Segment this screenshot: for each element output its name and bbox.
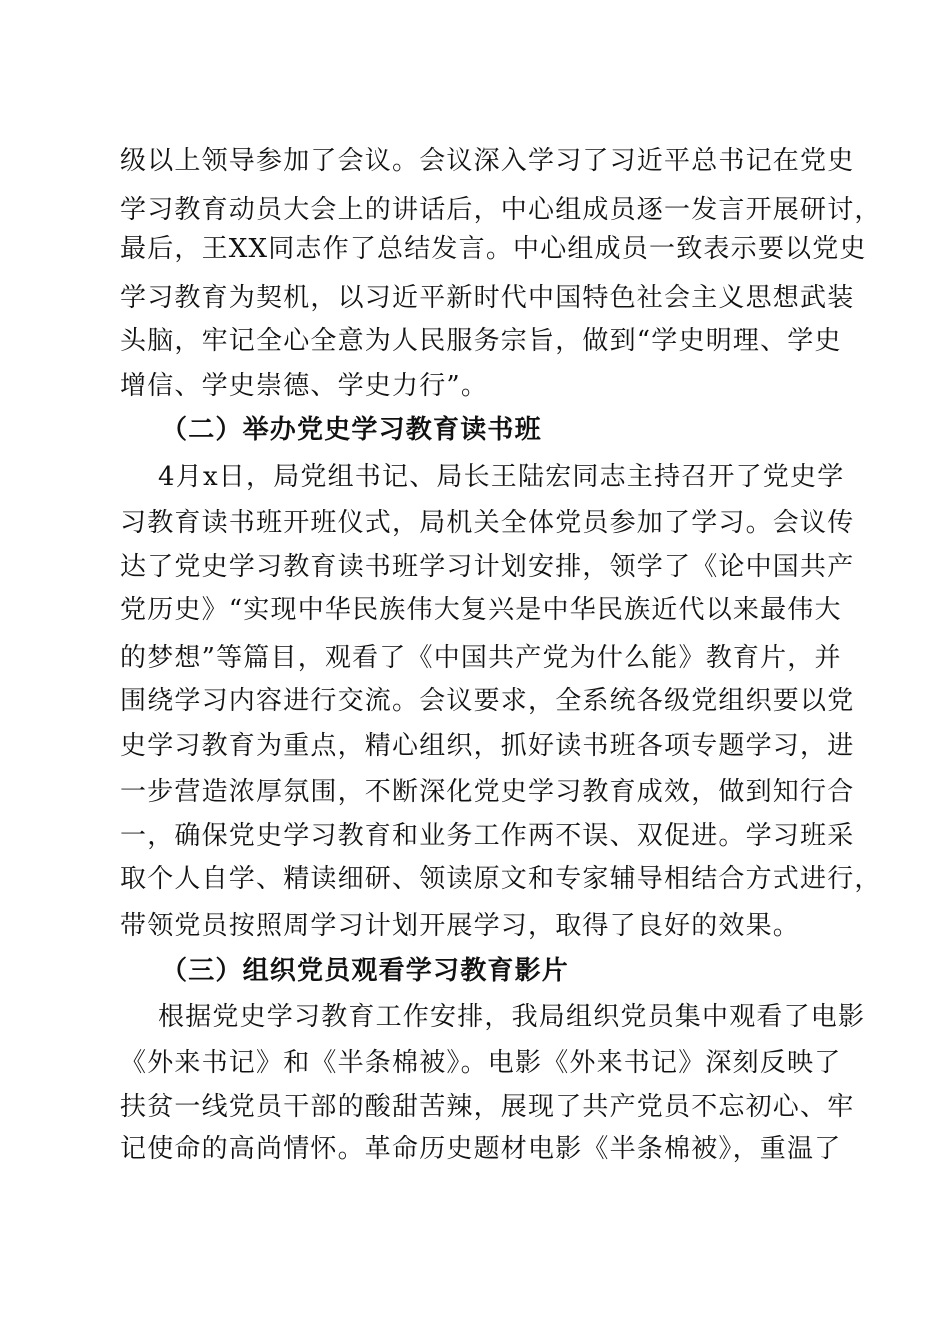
paragraph-line: 根据党史学习教育工作安排，我局组织党员集中观看了电影 — [158, 1002, 866, 1032]
paragraph-line: 带领党员按照周学习计划开展学习，取得了良好的效果。 — [120, 911, 801, 941]
paragraph-line: 学习教育动员大会上的讲话后，中心组成员逐一发言开展研讨， — [120, 195, 882, 225]
paragraph-line: 取个人自学、精读细研、领读原文和专家辅导相结合方式进行， — [120, 864, 882, 894]
paragraph-line: 习教育读书班开班仪式，局机关全体党员参加了学习。会议传 — [120, 508, 855, 538]
paragraph-line: 头脑，牢记全心全意为人民服务宗旨，做到“学史明理、学史 — [120, 326, 842, 356]
paragraph-line: 的梦想”等篇目，观看了《中国共产党为什么能》教育片，并 — [120, 643, 842, 673]
paragraph-line: 党历史》“实现中华民族伟大复兴是中华民族近代以来最伟大 — [120, 595, 842, 625]
paragraph-line: 最后，王XX同志作了总结发言。中心组成员一致表示要以党史 — [120, 234, 867, 264]
paragraph-line: 学习教育为契机，以习近平新时代中国特色社会主义思想武装 — [120, 283, 855, 313]
paragraph-line: 围绕学习内容进行交流。会议要求，全系统各级党组织要以党 — [120, 686, 855, 716]
section-heading-2: （二）举办党史学习教育读书班 — [161, 415, 542, 445]
paragraph-line: 级以上领导参加了会议。会议深入学习了习近平总书记在党史 — [120, 146, 855, 176]
paragraph-line: 一，确保党史学习教育和业务工作两不误、双促进。学习班采 — [120, 821, 855, 851]
section-heading-3: （三）组织党员观看学习教育影片 — [161, 956, 570, 986]
paragraph-line: 增信、学史崇德、学史力行”。 — [120, 371, 489, 401]
paragraph-line: 一步营造浓厚氛围，不断深化党史学习教育成效，做到知行合 — [120, 777, 855, 807]
paragraph-line: 扶贫一线党员干部的酸甜苦辣，展现了共产党员不忘初心、牢 — [120, 1092, 855, 1122]
paragraph-line: 《外来书记》和《半条棉被》。电影《外来书记》深刻反映了 — [120, 1048, 842, 1078]
paragraph-line: 史学习教育为重点，精心组织，抓好读书班各项专题学习，进 — [120, 731, 855, 761]
paragraph-line: 达了党史学习教育读书班学习计划安排，领学了《论中国共产 — [120, 552, 855, 582]
paragraph-line: 记使命的高尚情怀。革命历史题材电影《半条棉被》，重温了 — [120, 1134, 842, 1164]
paragraph-line: 4月x日，局党组书记、局长王陆宏同志主持召开了党史学 — [158, 462, 845, 492]
